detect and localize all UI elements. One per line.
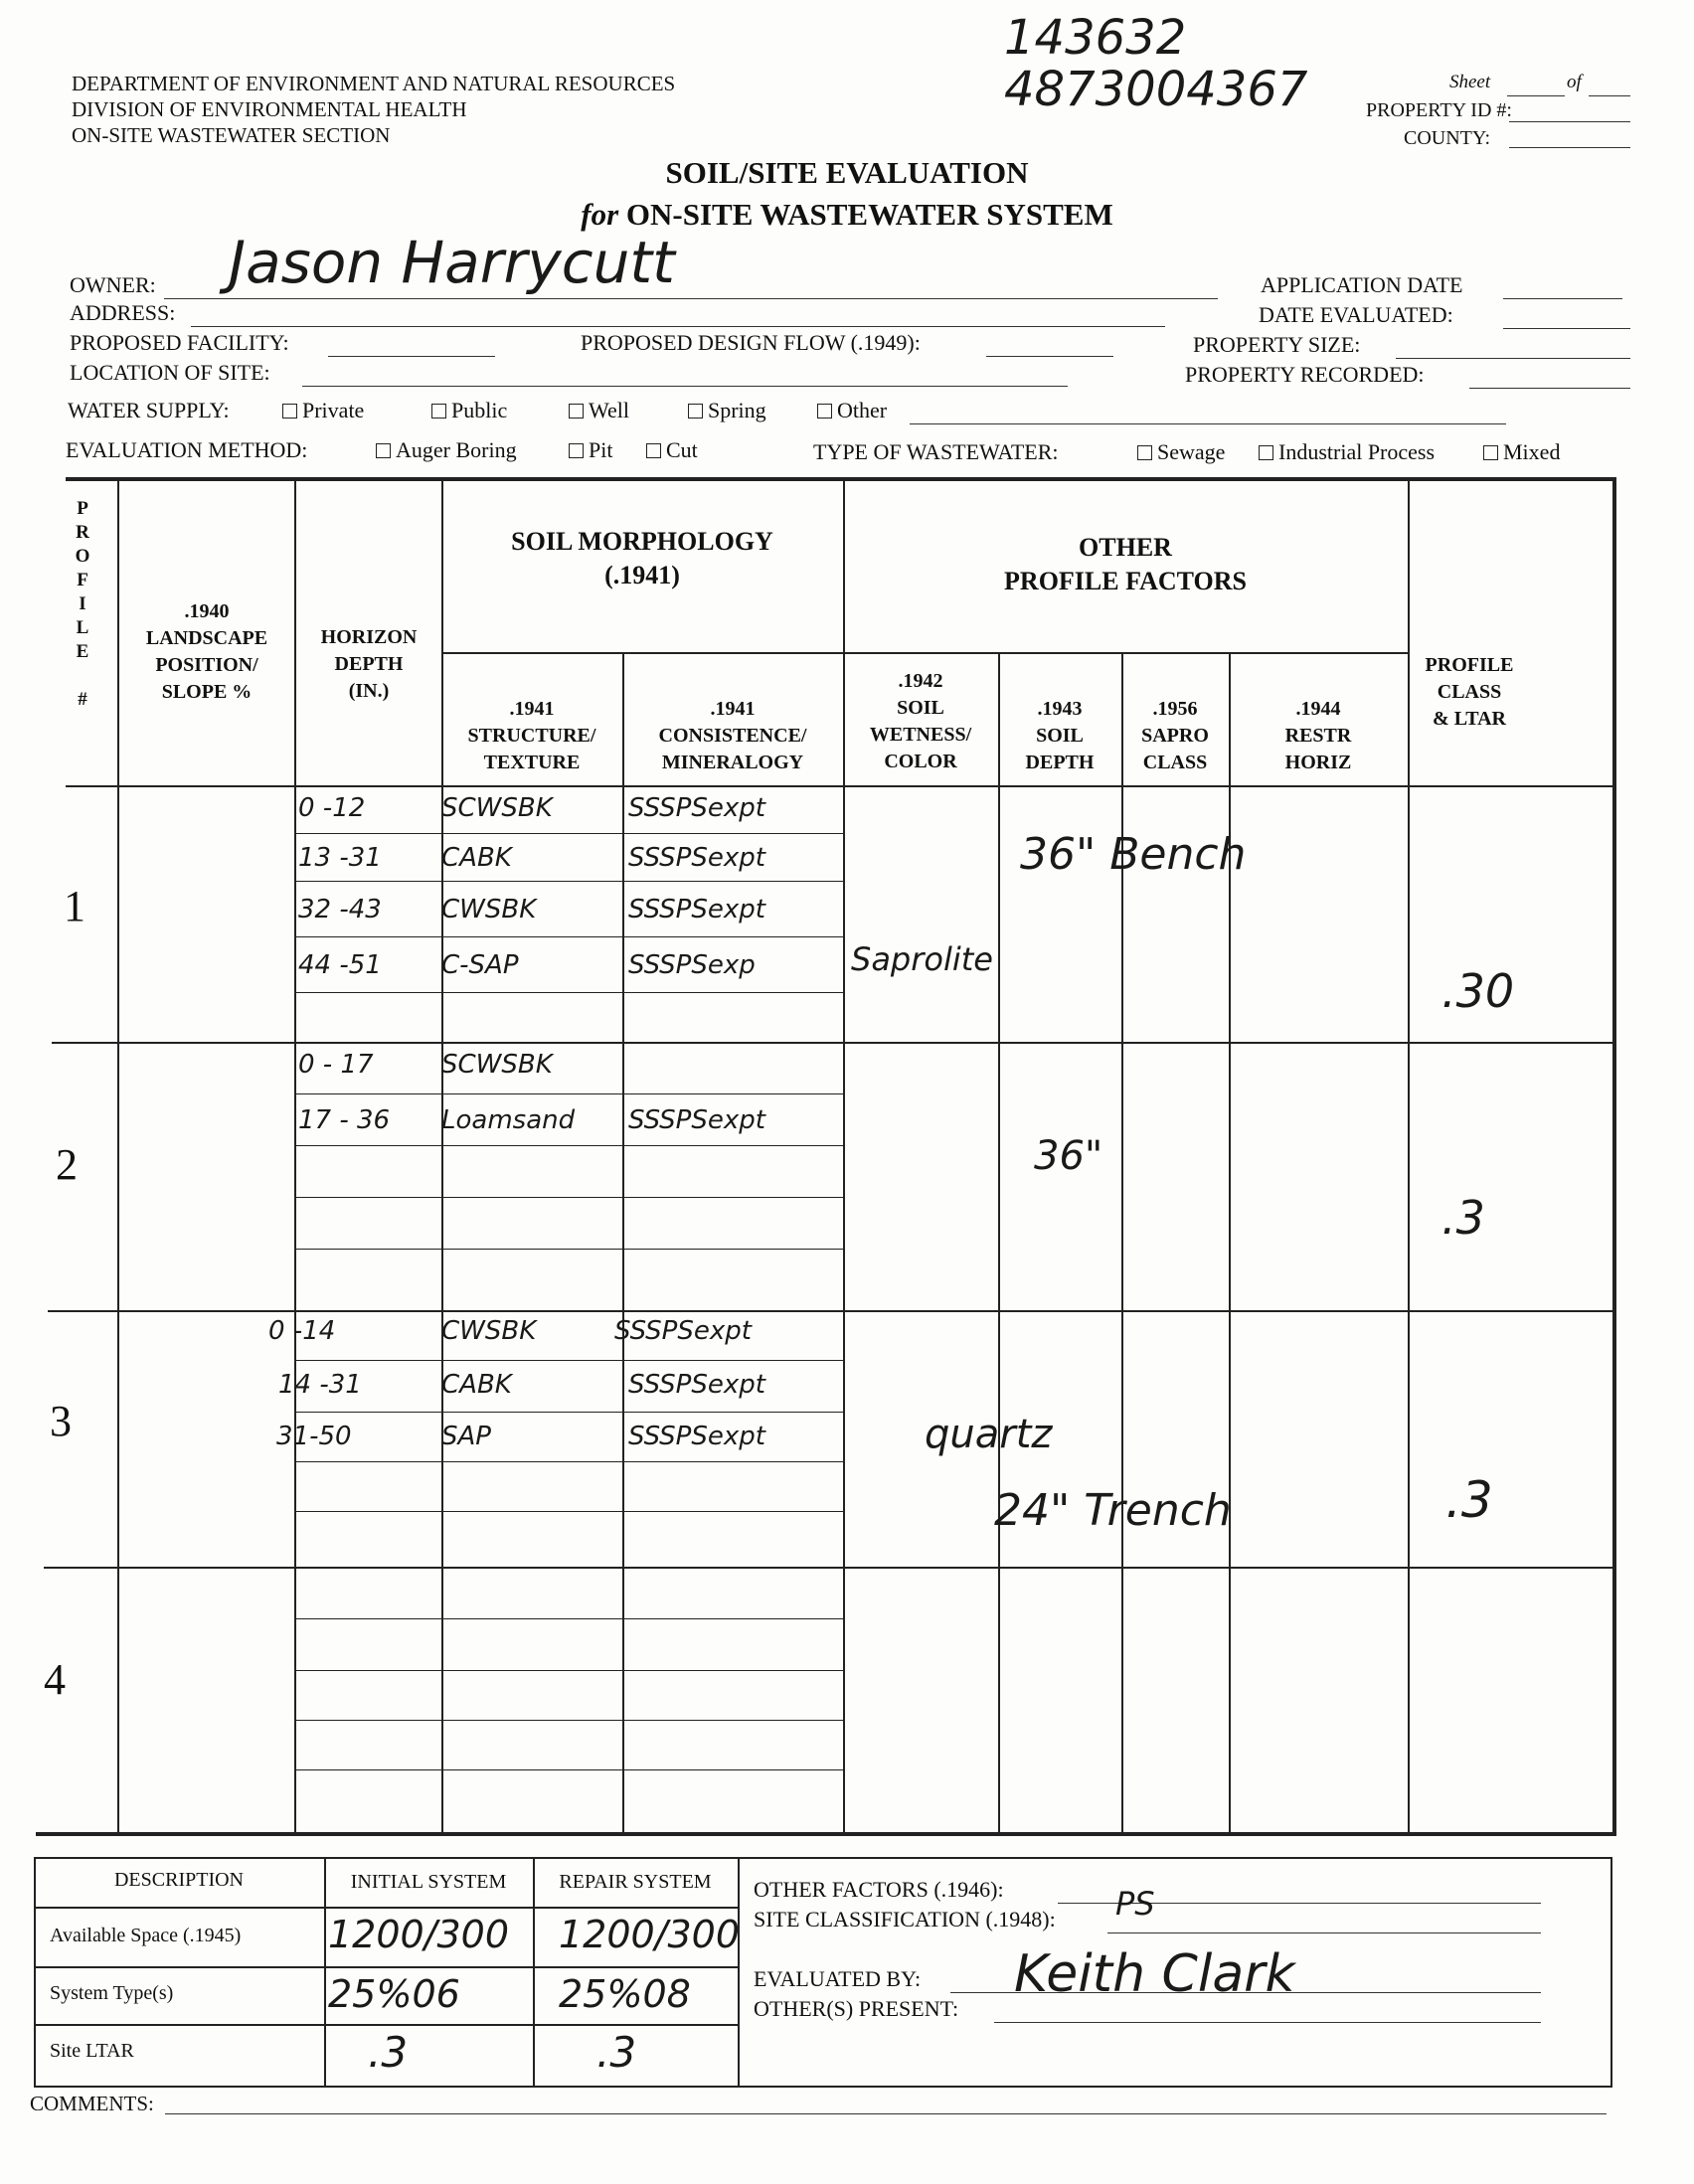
p1-h1-consistence[interactable]: SSSPSexpt <box>628 793 765 823</box>
checkbox-icon <box>817 404 832 419</box>
p1-h2-structure[interactable]: CABK <box>441 843 512 873</box>
col-landscape-header: .1940 LANDSCAPE POSITION/ SLOPE % <box>145 600 268 703</box>
header-bottom <box>66 785 1614 787</box>
application-date-field[interactable] <box>1503 298 1622 299</box>
p3-h2-depth[interactable]: 14 -31 <box>278 1370 362 1400</box>
initial-header: INITIAL SYSTEM <box>350 1871 507 1893</box>
eval-pit-label: Pit <box>589 437 613 462</box>
design-flow-field[interactable] <box>986 356 1113 357</box>
p3-h1-consistence[interactable]: SSSPSexpt <box>614 1316 752 1346</box>
p1-class-ltar[interactable]: .30 <box>1441 964 1515 1018</box>
water-supply-other-field[interactable] <box>910 423 1506 424</box>
wastewater-mixed-label: Mixed <box>1503 439 1561 464</box>
county-label: COUNTY: <box>1404 127 1491 149</box>
sys-bottom <box>34 2086 1612 2088</box>
water-supply-public-label: Public <box>451 398 508 422</box>
wastewater-type-label: TYPE OF WASTEWATER: <box>813 439 1059 464</box>
p1-h4-structure[interactable]: C-SAP <box>441 950 519 980</box>
table-right-border <box>1612 477 1616 1835</box>
water-supply-spring[interactable] <box>688 398 766 423</box>
soil-morphology-header: SOIL MORPHOLOGY (.1941) <box>511 527 773 589</box>
location-label: LOCATION OF SITE: <box>70 360 270 385</box>
p3-row-line-2 <box>294 1412 843 1413</box>
checkbox-icon <box>1259 445 1273 460</box>
eval-auger-boring[interactable] <box>376 437 517 463</box>
handwritten-file-number: 143632 <box>1004 10 1187 66</box>
p2-row-line-2 <box>294 1145 843 1146</box>
profile-number-1: 1 <box>64 882 85 930</box>
p3-h2-structure[interactable]: CABK <box>441 1370 512 1400</box>
table-bottom-border <box>36 1832 1616 1836</box>
checkbox-icon <box>688 404 703 419</box>
col-horizon-header: HORIZON DEPTH (IN.) <box>320 626 418 702</box>
col-restr-header: .1944 RESTR HORIZ <box>1284 698 1352 773</box>
application-date-label: APPLICATION DATE <box>1261 272 1463 297</box>
col-consistence-header: .1941 CONSISTENCE/ MINERALOGY <box>658 698 807 773</box>
col-divider-4 <box>622 652 624 1832</box>
p1-h3-consistence[interactable]: SSSPSexpt <box>628 895 765 924</box>
property-id-label: PROPERTY ID #: <box>1366 99 1512 121</box>
profile-letter: R <box>76 522 89 543</box>
water-supply-public[interactable] <box>431 398 507 423</box>
col-divider-6 <box>998 652 1000 1832</box>
address-label: ADDRESS: <box>70 300 176 325</box>
agency-line-3: ON-SITE WASTEWATER SECTION <box>72 123 391 147</box>
of-label: of <box>1567 72 1582 92</box>
wastewater-industrial[interactable] <box>1259 439 1435 465</box>
profile-letter: # <box>78 689 87 710</box>
sys-row-3 <box>34 2024 738 2026</box>
p4-row-line-3 <box>294 1720 843 1721</box>
p3-wetness-note[interactable]: quartz <box>925 1412 1053 1457</box>
water-supply-other-label: Other <box>837 398 888 422</box>
property-recorded-label: PROPERTY RECORDED: <box>1185 362 1425 387</box>
county-field[interactable] <box>1509 147 1630 148</box>
col-divider-3 <box>441 477 443 1832</box>
col-soildepth-header: .1943 SOIL DEPTH <box>1025 698 1095 773</box>
property-recorded-field[interactable] <box>1469 388 1630 389</box>
p1-h4-depth[interactable]: 44 -51 <box>298 950 382 980</box>
proposed-facility-field[interactable] <box>328 356 495 357</box>
site-ltar-repair[interactable]: .3 <box>596 2028 637 2077</box>
repair-header: REPAIR SYSTEM <box>559 1871 712 1893</box>
p2-class-ltar[interactable]: .3 <box>1441 1191 1485 1245</box>
p1-h2-consistence[interactable]: SSSPSexpt <box>628 843 765 873</box>
p3-h3-depth[interactable]: 31-50 <box>276 1422 352 1451</box>
checkbox-icon <box>569 404 584 419</box>
date-evaluated-label: DATE EVALUATED: <box>1259 302 1453 327</box>
property-size-label: PROPERTY SIZE: <box>1193 332 1361 357</box>
others-present-field[interactable] <box>994 2022 1541 2023</box>
profile-letter: I <box>79 593 86 614</box>
other-factors-label: OTHER FACTORS (.1946): <box>754 1877 1004 1902</box>
p3-row-line-4 <box>294 1511 843 1512</box>
proposed-facility-label: PROPOSED FACILITY: <box>70 330 289 355</box>
system-type-initial[interactable]: 25%06 <box>328 1972 460 2016</box>
p2-row-line-4 <box>294 1249 843 1250</box>
p1-row-line-4 <box>294 992 843 993</box>
wastewater-sewage-label: Sewage <box>1157 439 1226 464</box>
comments-label: COMMENTS: <box>30 2092 154 2115</box>
p2-h2-depth[interactable]: 17 - 36 <box>298 1105 391 1135</box>
water-supply-well[interactable] <box>569 398 629 423</box>
water-supply-private-label: Private <box>302 398 365 422</box>
sys-col-3 <box>738 1857 740 2088</box>
design-flow-label: PROPOSED DESIGN FLOW (.1949): <box>581 330 921 355</box>
p1-row-line-1 <box>294 833 843 834</box>
agency-line-1: DEPARTMENT OF ENVIRONMENT AND NATURAL RESOURCES <box>72 72 676 95</box>
site-classification-label: SITE CLASSIFICATION (.1948): <box>754 1907 1056 1932</box>
p3-row-line-1 <box>294 1360 843 1361</box>
checkbox-icon <box>646 443 661 458</box>
p3-h1-depth[interactable]: 0 -14 <box>268 1316 336 1346</box>
profile-letter: F <box>77 570 88 590</box>
profile-letter: E <box>76 641 89 662</box>
sys-row-2 <box>34 1966 738 1968</box>
site-classification-value[interactable]: PS <box>1115 1885 1155 1923</box>
site-ltar-initial[interactable]: .3 <box>368 2028 409 2077</box>
comments-field[interactable] <box>165 2113 1607 2114</box>
wastewater-industrial-label: Industrial Process <box>1278 439 1436 464</box>
checkbox-icon <box>1137 445 1152 460</box>
available-space-initial[interactable]: 1200/300 <box>328 1913 510 1956</box>
p4-row-line-4 <box>294 1769 843 1770</box>
eval-auger-boring-label: Auger Boring <box>396 437 517 462</box>
p4-row-line-2 <box>294 1670 843 1671</box>
evaluation-method-label: EVALUATION METHOD: <box>66 437 308 462</box>
p3-h2-consistence[interactable]: SSSPSexpt <box>628 1370 765 1400</box>
col-structure-header: .1941 STRUCTURE/ TEXTURE <box>467 698 596 773</box>
sys-right <box>1610 1857 1612 2088</box>
owner-value[interactable]: Jason Harrycutt <box>229 229 675 296</box>
system-type-repair[interactable]: 25%08 <box>559 1972 691 2016</box>
checkbox-icon <box>282 404 297 419</box>
evaluated-by-value[interactable]: Keith Clark <box>1014 1944 1295 2004</box>
profile-letters <box>68 497 97 712</box>
profile-letter <box>68 664 97 688</box>
eval-pit[interactable] <box>569 437 612 463</box>
p2-h2-structure[interactable]: Loamsand <box>441 1105 576 1135</box>
eval-cut[interactable] <box>646 437 698 463</box>
row-available-space-label: Available Space (.1945) <box>50 1925 242 1946</box>
p3-class-ltar[interactable]: .3 <box>1445 1471 1493 1529</box>
site-classification-field[interactable] <box>1107 1932 1541 1933</box>
handwritten-parcel-number: 4873004367 <box>1004 62 1308 117</box>
table-top-border <box>66 477 1616 481</box>
p1-h4-consistence[interactable]: SSSPSexp <box>628 950 756 980</box>
profile-separator-3 <box>44 1567 1614 1569</box>
form-subtitle <box>0 197 1694 233</box>
p2-h2-consistence[interactable]: SSSPSexpt <box>628 1105 765 1135</box>
checkbox-icon <box>1483 445 1498 460</box>
checkbox-icon <box>431 404 446 419</box>
col-sapro-header: .1956 SAPRO CLASS <box>1141 698 1209 773</box>
eval-cut-label: Cut <box>666 437 698 462</box>
address-field[interactable] <box>191 326 1165 327</box>
form-subtitle-prefix: for <box>581 197 619 232</box>
checkbox-icon <box>376 443 391 458</box>
p2-soil-depth-note[interactable]: 36" <box>1034 1133 1103 1179</box>
p1-wetness-note[interactable]: Saprolite <box>851 940 993 978</box>
p1-soil-depth-note[interactable]: 36" Bench <box>1020 829 1247 880</box>
agency-line-2: DIVISION OF ENVIRONMENTAL HEALTH <box>72 97 467 121</box>
property-id-field[interactable] <box>1509 121 1630 122</box>
form-subtitle-text: ON-SITE WASTEWATER SYSTEM <box>625 197 1113 232</box>
row-system-type-label: System Type(s) <box>50 1982 174 2004</box>
of-field[interactable] <box>1589 95 1630 96</box>
p1-h3-depth[interactable]: 32 -43 <box>298 895 382 924</box>
profile-number-2: 2 <box>56 1140 78 1189</box>
owner-label: OWNER: <box>70 272 156 297</box>
location-field[interactable] <box>302 386 1068 387</box>
profile-letter: L <box>76 617 89 638</box>
col-wetness-header: .1942 SOIL WETNESS/ COLOR <box>869 670 972 772</box>
form-title: SOIL/SITE EVALUATION <box>665 155 1029 190</box>
p1-h1-structure[interactable]: SCWSBK <box>441 793 553 823</box>
p2-h1-structure[interactable]: SCWSBK <box>441 1050 553 1080</box>
other-factors-header: OTHER PROFILE FACTORS <box>1004 533 1247 595</box>
p2-h1-depth[interactable]: 0 - 17 <box>298 1050 374 1080</box>
p3-row-line-3 <box>294 1461 843 1462</box>
wastewater-mixed[interactable] <box>1483 439 1560 465</box>
water-supply-well-label: Well <box>589 398 629 422</box>
checkbox-icon <box>569 443 584 458</box>
profile-separator-1 <box>52 1042 1614 1044</box>
water-supply-private[interactable] <box>282 398 364 423</box>
p4-row-line-1 <box>294 1618 843 1619</box>
p3-h3-consistence[interactable]: SSSPSexpt <box>628 1422 765 1451</box>
p2-row-line-3 <box>294 1197 843 1198</box>
header-subdivider <box>441 652 1408 654</box>
p1-h2-depth[interactable]: 13 -31 <box>298 843 382 873</box>
row-site-ltar-label: Site LTAR <box>50 2040 134 2062</box>
p3-h3-structure[interactable]: SAP <box>441 1422 491 1451</box>
wastewater-sewage[interactable] <box>1137 439 1225 465</box>
sheet-label: Sheet <box>1449 72 1491 92</box>
col-class-header: PROFILE CLASS & LTAR <box>1425 654 1514 730</box>
p2-row-line-1 <box>294 1093 843 1094</box>
p1-h3-structure[interactable]: CWSBK <box>441 895 537 924</box>
p1-row-line-2 <box>294 881 843 882</box>
profile-letter: P <box>77 498 88 519</box>
profile-letter: O <box>75 546 90 567</box>
owner-field-line <box>164 298 1218 299</box>
desc-header: DESCRIPTION <box>113 1869 244 1891</box>
property-size-field[interactable] <box>1396 358 1630 359</box>
p1-row-line-3 <box>294 936 843 937</box>
water-supply-label: WATER SUPPLY: <box>68 398 230 422</box>
sys-top <box>34 1857 1612 1859</box>
sys-row-1 <box>34 1907 738 1909</box>
water-supply-other[interactable] <box>817 398 887 423</box>
date-evaluated-field[interactable] <box>1503 328 1630 329</box>
others-present-label: OTHER(S) PRESENT: <box>754 1996 959 2021</box>
water-supply-spring-label: Spring <box>708 398 766 422</box>
sheet-field[interactable] <box>1507 95 1565 96</box>
available-space-repair[interactable]: 1200/300 <box>559 1913 741 1956</box>
profile-number-3: 3 <box>50 1397 72 1445</box>
p3-soil-depth-note[interactable]: 24" Trench <box>994 1485 1232 1536</box>
profile-separator-2 <box>48 1310 1614 1312</box>
evaluated-by-field[interactable] <box>950 1992 1541 1993</box>
evaluated-by-label: EVALUATED BY: <box>754 1966 922 1991</box>
p1-h1-depth[interactable]: 0 -12 <box>298 793 366 823</box>
profile-number-4: 4 <box>44 1655 66 1704</box>
p3-h1-structure[interactable]: CWSBK <box>441 1316 537 1346</box>
